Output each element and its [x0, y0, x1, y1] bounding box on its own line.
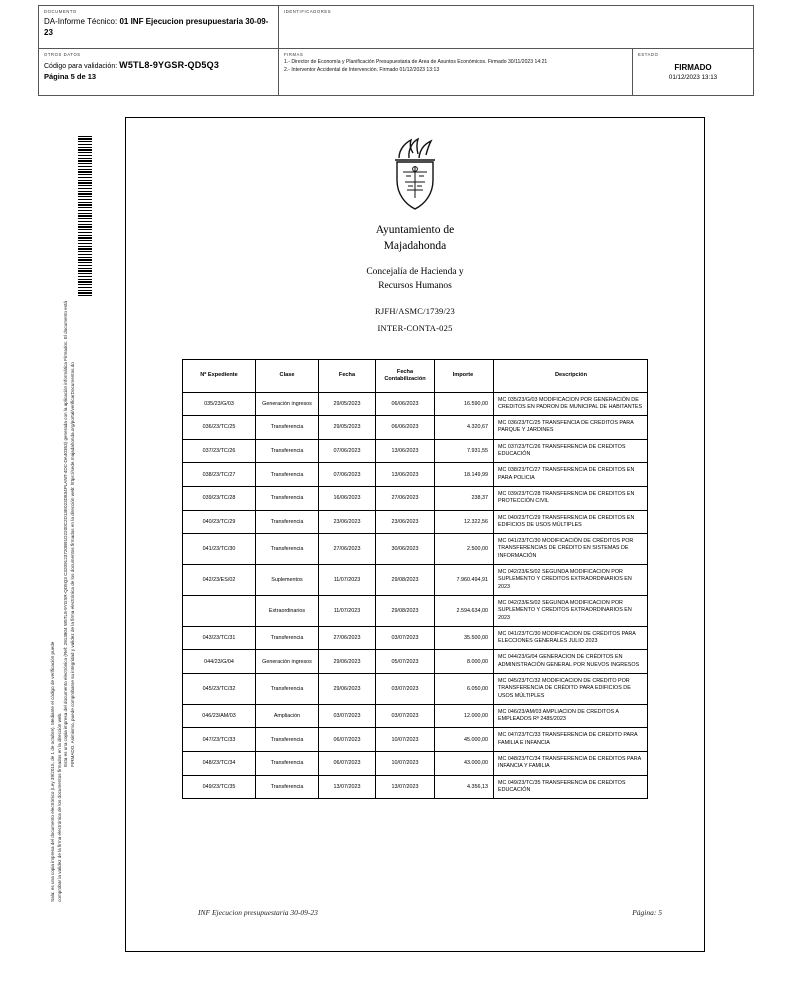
cell-fecha-contab: 10/07/2023 — [376, 752, 435, 776]
cell-importe: 12.322,56 — [435, 510, 494, 534]
cell-importe: 45.000,00 — [435, 728, 494, 752]
cell-expediente: 039/23/TC/28 — [183, 486, 256, 510]
table-row — [183, 510, 648, 534]
cell-descripcion: MC 035/23/G/03 MODIFICACION POR GENERACIÓN DE CREDITOS EN PADRON DE MUNICIPAL DE HABITANTES — [494, 392, 648, 416]
cell-fecha-contab: 05/07/2023 — [376, 650, 435, 674]
cell-descripcion: MC 042/23/ES/02 SEGUNDA MODIFICACION POR SUPLEMENTO Y CREDITOS EXTRAORDINARIOS EN 2023 — [494, 565, 648, 596]
footer-left: INF Ejecucion presupuestaria 30-09-23 — [198, 908, 318, 917]
table-head — [183, 359, 648, 392]
cell-fecha: 11/07/2023 — [319, 565, 376, 596]
estado-value: FIRMADO — [674, 63, 712, 72]
document-metadata-band — [38, 5, 754, 96]
cell-descripcion: MC 049/23/TC/35 TRANSFERENCIA DE CREDITOS EDUCACIÓN — [494, 775, 648, 799]
cell-fecha-contab: 03/07/2023 — [376, 673, 435, 704]
cell-clase: Generación ingresos — [256, 392, 319, 416]
cell-importe: 8.000,00 — [435, 650, 494, 674]
cell-clase: Transferencia — [256, 752, 319, 776]
cell-importe: 2.500,00 — [435, 534, 494, 565]
cell-clase: Transferencia — [256, 486, 319, 510]
cell-fecha-contab: 10/07/2023 — [376, 728, 435, 752]
cell-fecha-contab: 06/06/2023 — [376, 416, 435, 440]
table-row — [183, 595, 648, 626]
table-row — [183, 439, 648, 463]
table-row — [183, 416, 648, 440]
page-footer — [198, 908, 662, 917]
cell-expediente: 041/23/TC/30 — [183, 534, 256, 565]
cell-descripcion: MC 044/23/G/04 GENERACION DE CRÉDITOS EN ADMINISTRACIÓN GENERAL POR NUEVOS INGRESOS — [494, 650, 648, 674]
estado-label: ESTADO — [638, 52, 659, 57]
cell-importe: 4.320,67 — [435, 416, 494, 440]
cell-importe: 2.594.634,00 — [435, 595, 494, 626]
identificadores-label: IDENTIFICADORES — [284, 9, 332, 14]
cell-fecha: 16/06/2023 — [319, 486, 376, 510]
cell-fecha-contab: 13/06/2023 — [376, 439, 435, 463]
cell-fecha-contab: 06/06/2023 — [376, 392, 435, 416]
table-row — [183, 463, 648, 487]
cell-fecha-contab: 30/06/2023 — [376, 534, 435, 565]
org-dept-line-1: Concejalía de Hacienda y — [366, 267, 464, 278]
table-header-row — [183, 359, 648, 392]
codigo-label: Código para validación: — [44, 63, 118, 70]
cell-clase: Transferencia — [256, 463, 319, 487]
org-name-line-1: Ayuntamiento de — [375, 224, 455, 236]
cell-descripcion: MC 040/23/TC/29 TRANSFERENCIA DE CREDITOS EN EDIFICIOS DE USOS MÚLTIPLES — [494, 510, 648, 534]
cell-fecha-contab: 27/06/2023 — [376, 486, 435, 510]
codigo-validacion — [44, 59, 273, 71]
column-header-importe: Importe — [435, 359, 494, 392]
table-row — [183, 728, 648, 752]
org-dept-line-2: Recursos Humanos — [378, 280, 452, 291]
table-row — [183, 486, 648, 510]
cell-fecha: 29/05/2023 — [319, 392, 376, 416]
pagina-indicator: Página 5 de 13 — [44, 72, 97, 82]
cell-expediente: 043/23/TC/31 — [183, 626, 256, 650]
cell-expediente: 045/23/TC/32 — [183, 673, 256, 704]
documento-value — [44, 16, 273, 38]
firma-item-1: 1.- Director de Economía y Planificación Presupuestaria de Area de Asuntos Económicos. Firmado 30/11/2023 14:21 — [284, 59, 548, 65]
cell-fecha: 13/07/2023 — [319, 775, 376, 799]
column-header-fecha: Fecha — [319, 359, 376, 392]
cell-clase: Suplementos — [256, 565, 319, 596]
cell-expediente: 042/23/ES/02 — [183, 565, 256, 596]
table-row — [183, 565, 648, 596]
cell-descripcion: MC 048/23/TC/34 TRANSFERENCIA DE CREDITOS PARA INFANCIA Y FAMILIA — [494, 752, 648, 776]
cell-clase: Transferencia — [256, 728, 319, 752]
table-row — [183, 775, 648, 799]
cell-descripcion: MC 041/23/TC/30 MODIFICACIÓN DE CRÉDITOS POR TRANSFERENCIAS DE CRÉDITO EN SISTEMAS DE INFORMACIÓN — [494, 534, 648, 565]
cell-importe: 7.931,55 — [435, 439, 494, 463]
documento-label: DOCUMENTO — [44, 9, 77, 14]
codigo-value: W5TL8-9YGSR-QD5Q3 — [119, 60, 220, 70]
cell-expediente: 040/23/TC/29 — [183, 510, 256, 534]
cell-expediente: 038/23/TC/27 — [183, 463, 256, 487]
cell-importe: 16.590,00 — [435, 392, 494, 416]
cell-fecha: 23/06/2023 — [319, 510, 376, 534]
cell-fecha: 29/06/2023 — [319, 673, 376, 704]
footer-right: Página: 5 — [632, 908, 662, 917]
cell-fecha: 29/05/2023 — [319, 416, 376, 440]
cell-fecha: 11/07/2023 — [319, 595, 376, 626]
estado-cell — [633, 49, 753, 95]
cell-fecha: 07/06/2023 — [319, 463, 376, 487]
cell-fecha-contab: 13/06/2023 — [376, 463, 435, 487]
column-header-descripcion: Descripción — [494, 359, 648, 392]
cell-expediente: 047/23/TC/33 — [183, 728, 256, 752]
organization-block — [126, 223, 704, 333]
cell-fecha: 06/07/2023 — [319, 752, 376, 776]
cell-importe: 4.356,13 — [435, 775, 494, 799]
cell-clase: Transferencia — [256, 510, 319, 534]
cell-importe: 7.960.494,91 — [435, 565, 494, 596]
table-row — [183, 704, 648, 728]
cell-fecha: 29/06/2023 — [319, 650, 376, 674]
documento-cell — [39, 6, 279, 48]
cell-descripcion: MC 045/23/TC/32 MODIFICACION DE CREDITO POR TRANSFERENCIA DE CRÉDITO PARA EDIFICIOS DE USOS MÚLTIPLES — [494, 673, 648, 704]
documento-title-main: 01 INF Ejecucion presupuestaria 30-09-23 — [44, 17, 269, 38]
cell-fecha-contab: 03/07/2023 — [376, 704, 435, 728]
cell-importe: 6.050,00 — [435, 673, 494, 704]
cell-expediente: 044/23/G/04 — [183, 650, 256, 674]
verification-barcode — [78, 136, 92, 296]
cell-importe: 18.149,99 — [435, 463, 494, 487]
otros-datos-cell — [39, 49, 279, 95]
table-row — [183, 392, 648, 416]
table-body — [183, 392, 648, 799]
metadata-row-bottom — [39, 49, 753, 95]
cell-importe: 12.000,00 — [435, 704, 494, 728]
column-header-fecha-contab: Fecha Contabilización — [376, 359, 435, 392]
cell-clase: Transferencia — [256, 673, 319, 704]
table-row — [183, 752, 648, 776]
cell-fecha-contab: 03/07/2023 — [376, 626, 435, 650]
cell-descripcion: MC 039/23/TC/28 TRANSFERENCIA DE CREDITOS EN PROTECCIÓN CIVIL — [494, 486, 648, 510]
firmas-label: FIRMAS — [284, 52, 304, 57]
cell-fecha: 27/06/2023 — [319, 534, 376, 565]
identificadores-cell — [279, 6, 753, 48]
cell-descripcion: MC 036/23/TC/25 TRANSFENCIA DE CREDITOS PARA PARQUE Y JARDINES — [494, 416, 648, 440]
table-row — [183, 626, 648, 650]
coat-of-arms-icon — [126, 136, 704, 217]
cell-fecha: 07/06/2023 — [319, 439, 376, 463]
cell-clase: Transferencia — [256, 439, 319, 463]
table-row — [183, 650, 648, 674]
cell-expediente: 046/23/AM/03 — [183, 704, 256, 728]
org-reference-1: RJFH/ASMC/1739/23 — [375, 305, 455, 316]
column-header-clase: Clase — [256, 359, 319, 392]
cell-descripcion: MC 037/23/TC/26 TRANSFERENCIA DE CREDITOS EDUCACIÓN — [494, 439, 648, 463]
cell-fecha-contab: 13/07/2023 — [376, 775, 435, 799]
cell-expediente — [183, 595, 256, 626]
cell-descripcion: MC 041/23/TC/30 MODIFICACION DE CRÉDITOS PARA ELECCIONES GENERALES JULIO 2023 — [494, 626, 648, 650]
cell-descripcion: MC 038/23/TC/27 TRANSFERENCIA DE CREDITOS EN PARA POLICIA — [494, 463, 648, 487]
expedientes-table — [182, 359, 648, 800]
cell-expediente: 049/23/TC/35 — [183, 775, 256, 799]
org-name-line-2: Majadahonda — [383, 239, 447, 252]
firma-item-2: 2.- Interventor Accidental de Intervención. Firmado 01/12/2023 13:13 — [284, 66, 440, 73]
cell-clase: Transferencia — [256, 416, 319, 440]
cell-expediente: 036/23/TC/25 — [183, 416, 256, 440]
cell-importe: 35.500,00 — [435, 626, 494, 650]
cell-fecha-contab: 29/08/2023 — [376, 565, 435, 596]
metadata-row-top — [39, 6, 753, 49]
table-row — [183, 673, 648, 704]
cell-clase: Extraordinarios — [256, 595, 319, 626]
otros-datos-label: OTROS DATOS — [44, 52, 81, 57]
cell-fecha: 06/07/2023 — [319, 728, 376, 752]
estado-date: 01/12/2023 13:13 — [668, 74, 718, 81]
org-reference-2: INTER-CONTA-025 — [377, 322, 453, 333]
verification-legal-text: Esta es una copia impresa del documento electrónico (Ref: 2813804 W5TL8-9YGSR-QD5Q3 C3209123720B91D2200C2D13E023D834PLANT-4DC-DA40353) generada con la aplicación informática Firmadoc. El documento está FIRMADO. Asimismo, puede comprobarse su integridad y validez de la firma electrónica de los documentos firmados en la dirección web: https://sede.majadahonda.org/portal/verificarDocumentos.do — [63, 301, 75, 767]
cell-fecha-contab: 23/06/2023 — [376, 510, 435, 534]
cell-importe: 238,37 — [435, 486, 494, 510]
firmas-cell — [279, 49, 633, 95]
cell-clase: Ampliación — [256, 704, 319, 728]
cell-fecha-contab: 29/08/2023 — [376, 595, 435, 626]
verification-legal-text-secondary: Sala: es una copia impresa del documento electrónico (Ley 39/2015, de 1 de octubre). Mediante el código de verificación puede comprobar la validez de la firma electrónica de los documentos firmados en la dirección web. — [50, 641, 62, 902]
cell-clase: Transferencia — [256, 534, 319, 565]
cell-descripcion: MC 047/23/TC/33 TRANSFERENCIA DE CREDITO PARA FAMILIA E INFANCIA — [494, 728, 648, 752]
cell-clase: Transferencia — [256, 626, 319, 650]
cell-descripcion: MC 042/23/ES/02 SEGUNDA MODIFICACION POR SUPLEMENTO Y CREDITOS EXTRAORDINARIOS EN 2023 — [494, 595, 648, 626]
cell-expediente: 035/23/G/03 — [183, 392, 256, 416]
cell-importe: 43.000,00 — [435, 752, 494, 776]
cell-expediente: 048/23/TC/34 — [183, 752, 256, 776]
cell-fecha: 27/06/2023 — [319, 626, 376, 650]
cell-clase: Generación ingresos — [256, 650, 319, 674]
cell-clase: Transferencia — [256, 775, 319, 799]
document-page — [125, 117, 705, 952]
cell-fecha: 03/07/2023 — [319, 704, 376, 728]
cell-expediente: 037/23/TC/26 — [183, 439, 256, 463]
table-row — [183, 534, 648, 565]
column-header-expediente: Nº Expediente — [183, 359, 256, 392]
cell-descripcion: MC 046/23/AM/03 AMPLIACION DE CREDITOS A EMPLEADOS Rº 2485/2023 — [494, 704, 648, 728]
documento-title-prefix: DA-Informe Técnico: — [44, 17, 118, 26]
